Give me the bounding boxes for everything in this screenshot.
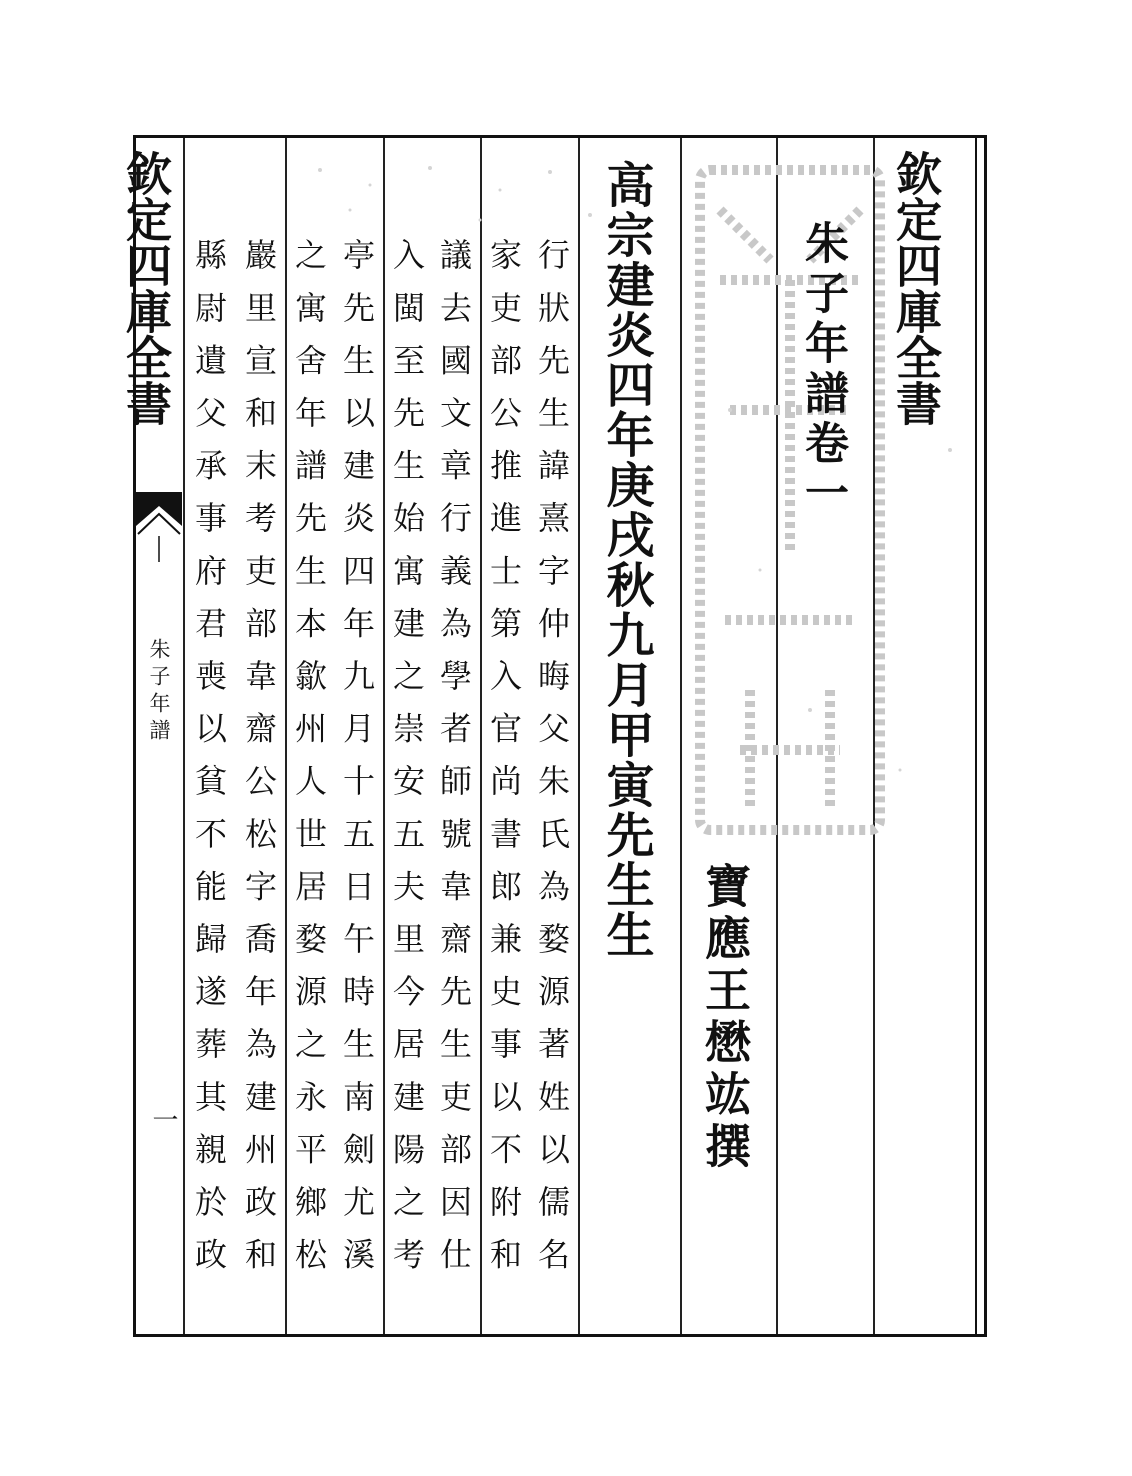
year-heading: 高宗建炎四年庚戌秋九月甲寅先生生 bbox=[598, 160, 654, 960]
column-rule bbox=[285, 138, 287, 1334]
fish-tail-marker bbox=[136, 492, 182, 562]
column-rule bbox=[183, 138, 185, 1334]
book-title: 朱子年譜卷一 bbox=[797, 220, 848, 520]
body-column-2: 家吏部公推進士第入官尚書郎兼史事以不附和 bbox=[485, 238, 523, 1290]
body-column-6: 之寓舍年譜先生本歙州人世居婺源之永平鄉松 bbox=[290, 238, 328, 1290]
body-column-4: 入閩至先生始寓建之崇安五夫里今居建陽之考 bbox=[388, 238, 426, 1290]
body-column-3: 議去國文章行義為學者師號韋齋先生吏部因仕 bbox=[435, 238, 473, 1290]
body-column-5: 亭先生以建炎四年九月十五日午時生南劍尤溪 bbox=[338, 238, 376, 1290]
margin-book-title: 朱子年譜 bbox=[147, 638, 171, 746]
collection-header-right: 欽定四庫全書 bbox=[889, 150, 943, 426]
body-column-1: 行狀先生諱熹字仲晦父朱氏為婺源著姓以儒名 bbox=[533, 238, 571, 1290]
author-line: 寶應王懋竑撰 bbox=[698, 862, 752, 1174]
page-number: 一 bbox=[148, 1106, 178, 1138]
collection-header-left: 欽定四庫全書 bbox=[119, 150, 173, 426]
body-column-8: 縣尉遺父承事府君喪以貧不能歸遂葬其親於政 bbox=[190, 238, 228, 1290]
body-column-7: 巖里宣和末考吏部韋齋公松字喬年為建州政和 bbox=[240, 238, 278, 1290]
